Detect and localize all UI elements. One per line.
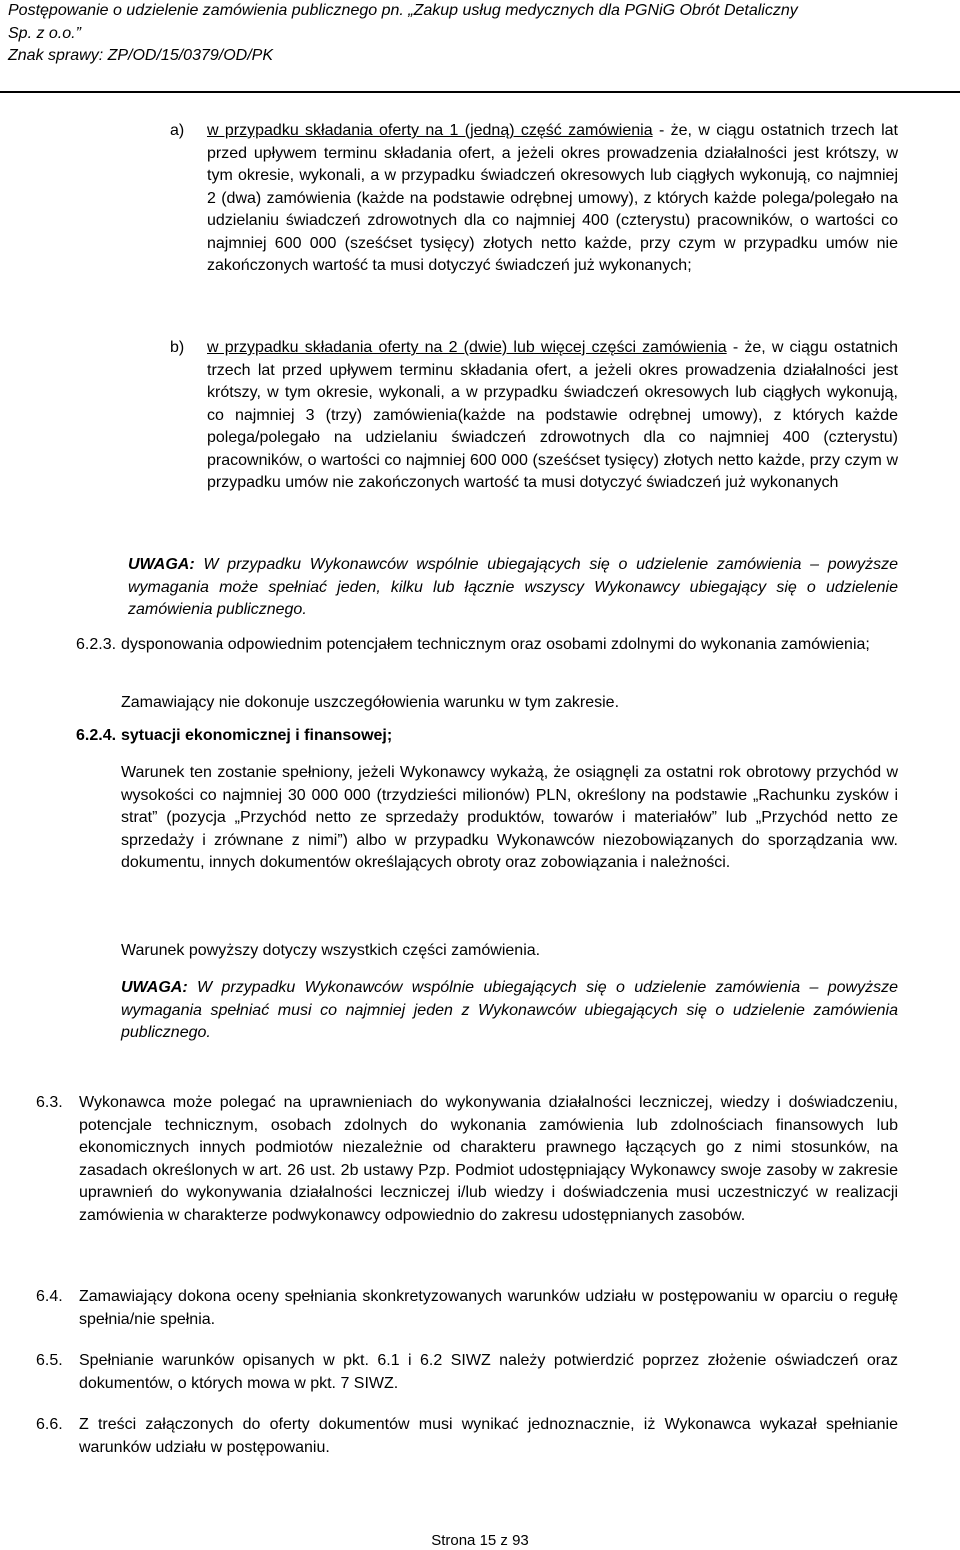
item-b-underlined: w przypadku składania oferty na 2 (dwie) lub więcej części zamówienia <box>207 339 727 356</box>
item-b-paragraph <box>207 337 898 495</box>
section-6-2-4-title: sytuacji ekonomicznej i finansowej; <box>121 727 393 744</box>
uwaga-note-1 <box>128 554 898 622</box>
running-header <box>8 0 948 68</box>
header-title-line2: Sp. z o.o.” <box>8 24 81 42</box>
section-6-3-number: 6.3. <box>36 1094 63 1111</box>
section-6-6-number: 6.6. <box>36 1416 63 1433</box>
header-case-number: Znak sprawy: ZP/OD/15/0379/OD/PK <box>8 47 273 64</box>
section-6-4-number: 6.4. <box>36 1288 63 1305</box>
section-6-3-text: Wykonawca może polegać na uprawnieniach do wykonywania działalności leczniczej, wiedzy i doświadczeniu, potencjale technicznym, osobach zdolnych do wykonania zamówienia lub zdolnościach finansowych lub ekonomicznych innych podmiotów niezależnie od charakteru prawnego łączących go z nimi stosunków, na zasadach określonych w art. 26 ust. 2b ustawy Pzp. Podmiot udostępniający Wykonawcy swoje zasoby w zakresie uprawnień do wykonywania działalności leczniczej i/lub wiedzy i doświadczenia musi uczestniczyć w realizacji zamówienia w charakterze podwykonawcy odpowiednio do zakresu udostępnianych zasobów. <box>79 1094 898 1224</box>
page-number: Strona 15 z 93 <box>431 1532 529 1549</box>
section-6-5-number: 6.5. <box>36 1352 63 1369</box>
section-6-6-text: Z treści załączonych do oferty dokumentów musi wynikać jednoznacznie, iż Wykonawca wykazał spełnianie warunków udziału w postępowaniu. <box>79 1416 898 1456</box>
item-a-text: - że, w ciągu ostatnich trzech lat przed upływem terminu składania ofert, a jeżeli okres prowadzenia działalności jest krótszy, w tym okresie, wykonali, a w przypadku świadczeń okresowych lub ciągłych wykonują, co najmniej 2 (dwa) zamówienia (każde na podstawie odrębnej umowy), z których każde polega/polegało na udzielaniu świadczeń zdrowotnych dla co najmniej 400 (czterystu) pracowników, o wartości co najmniej 600 000 (sześćset tysięcy) złotych netto każde, przy czym w przypadku umów nie zakończonych wartość ta musi dotyczyć świadczeń już wykonanych; <box>207 122 899 274</box>
section-6-2-4-note: Warunek powyższy dotyczy wszystkich części zamówienia. <box>121 942 541 959</box>
uwaga-1-label: UWAGA: <box>128 556 195 573</box>
header-divider <box>0 91 960 93</box>
header-title-line1: Postępowanie o udzielenie zamówienia publicznego pn. „Zakup usług medycznych dla PGNiG Obrót Detaliczny <box>8 2 798 19</box>
item-a-underlined: w przypadku składania oferty na 1 (jedną) część zamówienia <box>207 122 653 139</box>
section-6-5-text: Spełnianie warunków opisanych w pkt. 6.1 i 6.2 SIWZ należy potwierdzić poprzez złożenie oświadczeń oraz dokumentów, o których mowa w pkt. 7 SIWZ. <box>79 1352 898 1392</box>
item-a-paragraph <box>207 120 898 278</box>
item-b-text: - że, w ciągu ostatnich trzech lat przed upływem terminu składania ofert, a jeżeli okres prowadzenia działalności jest krótszy, w tym okresie, wykonali, a w przypadku świadczeń okresowych lub ciągłych wykonują, co najmniej 3 (trzy) zamówienia(każde na podstawie odrębnej umowy), z których każde polega/polegało na udzielaniu świadczeń zdrowotnych dla co najmniej 400 (czterystu) pracowników, o wartości co najmniej 600 000 (sześćset tysięcy) złotych netto każde, przy czym w przypadku umów nie zakończonych wartość ta musi dotyczyć świadczeń już wykonanych <box>207 339 898 491</box>
item-b-label: b) <box>170 339 185 356</box>
section-6-4-text: Zamawiający dokona oceny spełniania skonkretyzowanych warunków udziału w postępowaniu w oparciu o regułę spełnia/nie spełnia. <box>79 1288 898 1328</box>
section-6-2-3-note: Zamawiający nie dokonuje uszczegółowienia warunku w tym zakresie. <box>121 694 620 711</box>
section-6-2-4-text: Warunek ten zostanie spełniony, jeżeli Wykonawcy wykażą, że osiągnęli za ostatni rok obrotowy przychód w wysokości co najmniej 30 000 000 (trzydzieści milionów) PLN, określony na podstawie „Rachunku zysków i strat” (pozycja „Przychód netto ze sprzedaży produktów, towarów i materiałów” lub „Przychód netto ze sprzedaży i zrównane z nimi”) albo w przypadku Wykonawców niezobowiązanych do sporządzania ww. dokumentu, innych dokumentów określających obroty oraz zobowiązania i należności. <box>121 764 898 871</box>
uwaga-2-label: UWAGA: <box>121 979 188 996</box>
uwaga-note-2 <box>121 977 898 1045</box>
uwaga-1-text: W przypadku Wykonawców wspólnie ubiegających się o udzielenie zamówienia – powyższe wymagania może spełniać jeden, kilku lub łącznie wszyscy Wykonawcy ubiegający się o udzielenie zamówienia publicznego. <box>128 556 898 618</box>
item-a-label: a) <box>170 122 185 139</box>
section-6-2-3-text: dysponowania odpowiednim potencjałem technicznym oraz osobami zdolnymi do wykonania zamówienia; <box>121 636 870 653</box>
section-6-2-3-number: 6.2.3. <box>76 636 117 653</box>
uwaga-2-text: W przypadku Wykonawców wspólnie ubiegających się o udzielenie zamówienia – powyższe wymagania spełniać musi co najmniej jeden z Wykonawców ubiegających się o udzielenie zamówienia publicznego. <box>121 979 898 1041</box>
section-6-2-4-number: 6.2.4. <box>76 727 117 744</box>
